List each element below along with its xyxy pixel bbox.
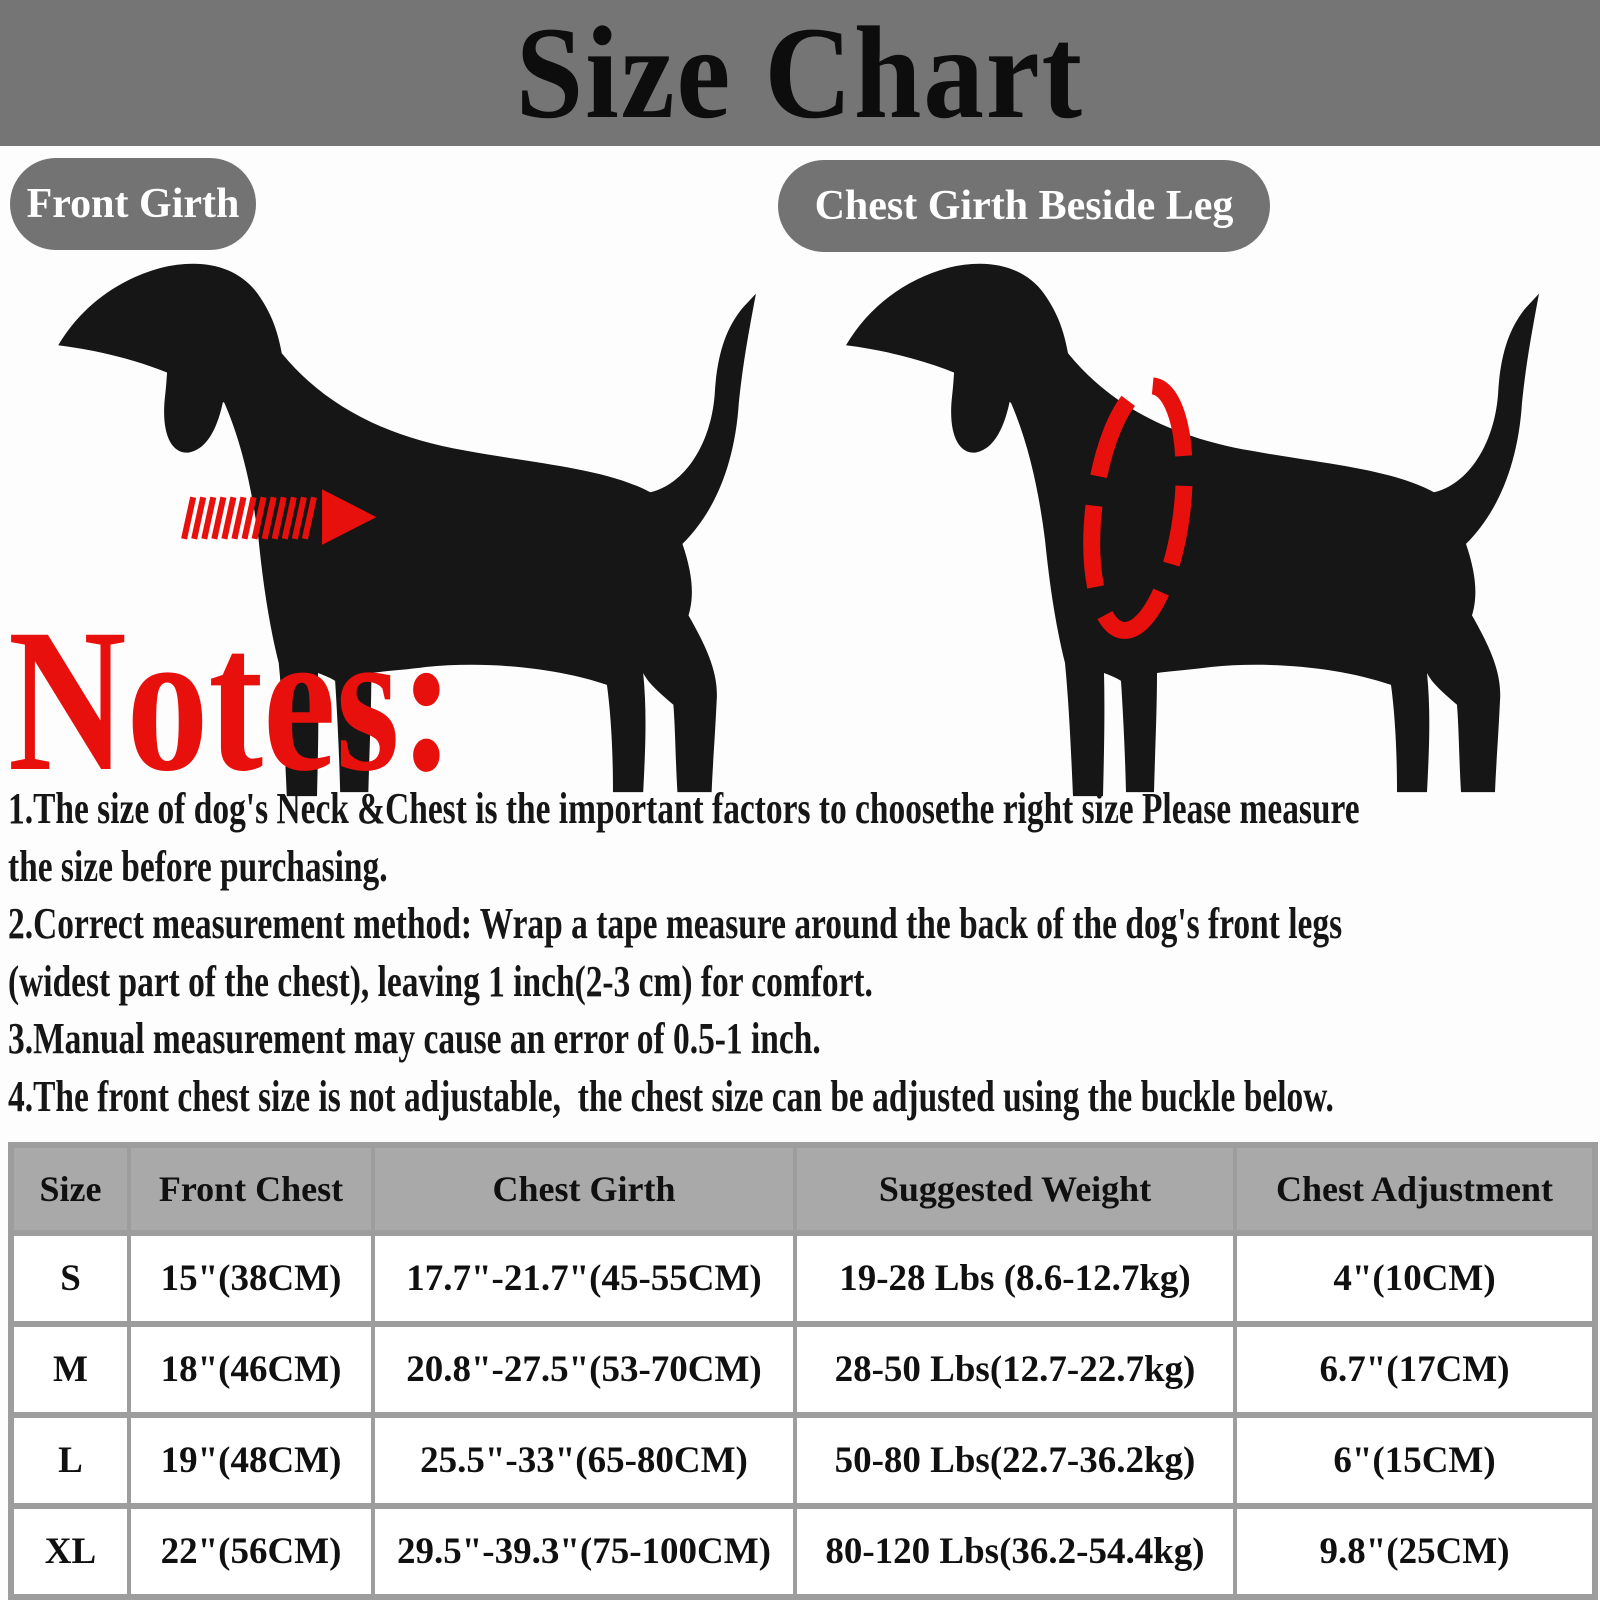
cell-size: L (11, 1415, 129, 1506)
table-row-s (11, 1233, 1595, 1324)
title-band (0, 0, 1600, 146)
cell-front-chest: 15"(38CM) (129, 1233, 373, 1324)
cell-chest-girth: 17.7"-21.7"(45-55CM) (373, 1233, 795, 1324)
cell-chest-adjustment: 4"(10CM) (1235, 1233, 1595, 1324)
cell-suggested-weight: 19-28 Lbs (8.6-12.7kg) (795, 1233, 1235, 1324)
table-header-row (11, 1145, 1595, 1233)
column-header-chest-girth: Chest Girth (373, 1145, 795, 1233)
cell-front-chest: 18"(46CM) (129, 1324, 373, 1415)
cell-suggested-weight: 80-120 Lbs(36.2-54.4kg) (795, 1506, 1235, 1597)
cell-size: XL (11, 1506, 129, 1597)
cell-size: S (11, 1233, 129, 1324)
page-title: Size Chart (515, 0, 1085, 146)
front-girth-badge-label: Front Girth (26, 181, 240, 227)
cell-chest-adjustment: 6.7"(17CM) (1235, 1324, 1595, 1415)
note-line: 4.The front chest size is not adjustable, the chest size can be adjusted using the buckle below. (8, 1071, 1334, 1121)
note-line: 2.Correct measurement method: Wrap a tape measure around the back of the dog's front legs (8, 899, 1343, 948)
note-line: 1.The size of dog's Neck &Chest is the important factors to choosethe right size Please measure (8, 784, 1360, 833)
table-row-l (11, 1415, 1595, 1506)
notes-heading: Notes: (8, 587, 455, 814)
note-line: (widest part of the chest), leaving 1 inch(2-3 cm) for comfort. (8, 956, 873, 1006)
chest-girth-badge (778, 160, 1270, 252)
note-line: 3.Manual measurement may cause an error of 0.5-1 inch. (8, 1014, 821, 1063)
notes-block (8, 780, 1600, 1125)
cell-chest-girth: 29.5"-39.3"(75-100CM) (373, 1506, 795, 1597)
front-girth-badge (10, 158, 256, 250)
cell-chest-girth: 20.8"-27.5"(53-70CM) (373, 1324, 795, 1415)
chest-girth-badge-label: Chest Girth Beside Leg (814, 183, 1234, 229)
note-line: the size before purchasing. (8, 841, 388, 891)
size-table (8, 1142, 1598, 1600)
column-header-chest-adjustment: Chest Adjustment (1235, 1145, 1595, 1233)
cell-chest-adjustment: 6"(15CM) (1235, 1415, 1595, 1506)
cell-front-chest: 22"(56CM) (129, 1506, 373, 1597)
cell-size: M (11, 1324, 129, 1415)
cell-front-chest: 19"(48CM) (129, 1415, 373, 1506)
dog-silhouette-chest-girth (808, 246, 1548, 812)
cell-chest-adjustment: 9.8"(25CM) (1235, 1506, 1595, 1597)
cell-chest-girth: 25.5"-33"(65-80CM) (373, 1415, 795, 1506)
column-header-suggested-weight: Suggested Weight (795, 1145, 1235, 1233)
column-header-front-chest: Front Chest (129, 1145, 373, 1233)
cell-suggested-weight: 28-50 Lbs(12.7-22.7kg) (795, 1324, 1235, 1415)
table-row-xl (11, 1506, 1595, 1597)
column-header-size: Size (11, 1145, 129, 1233)
cell-suggested-weight: 50-80 Lbs(22.7-36.2kg) (795, 1415, 1235, 1506)
table-row-m (11, 1324, 1595, 1415)
